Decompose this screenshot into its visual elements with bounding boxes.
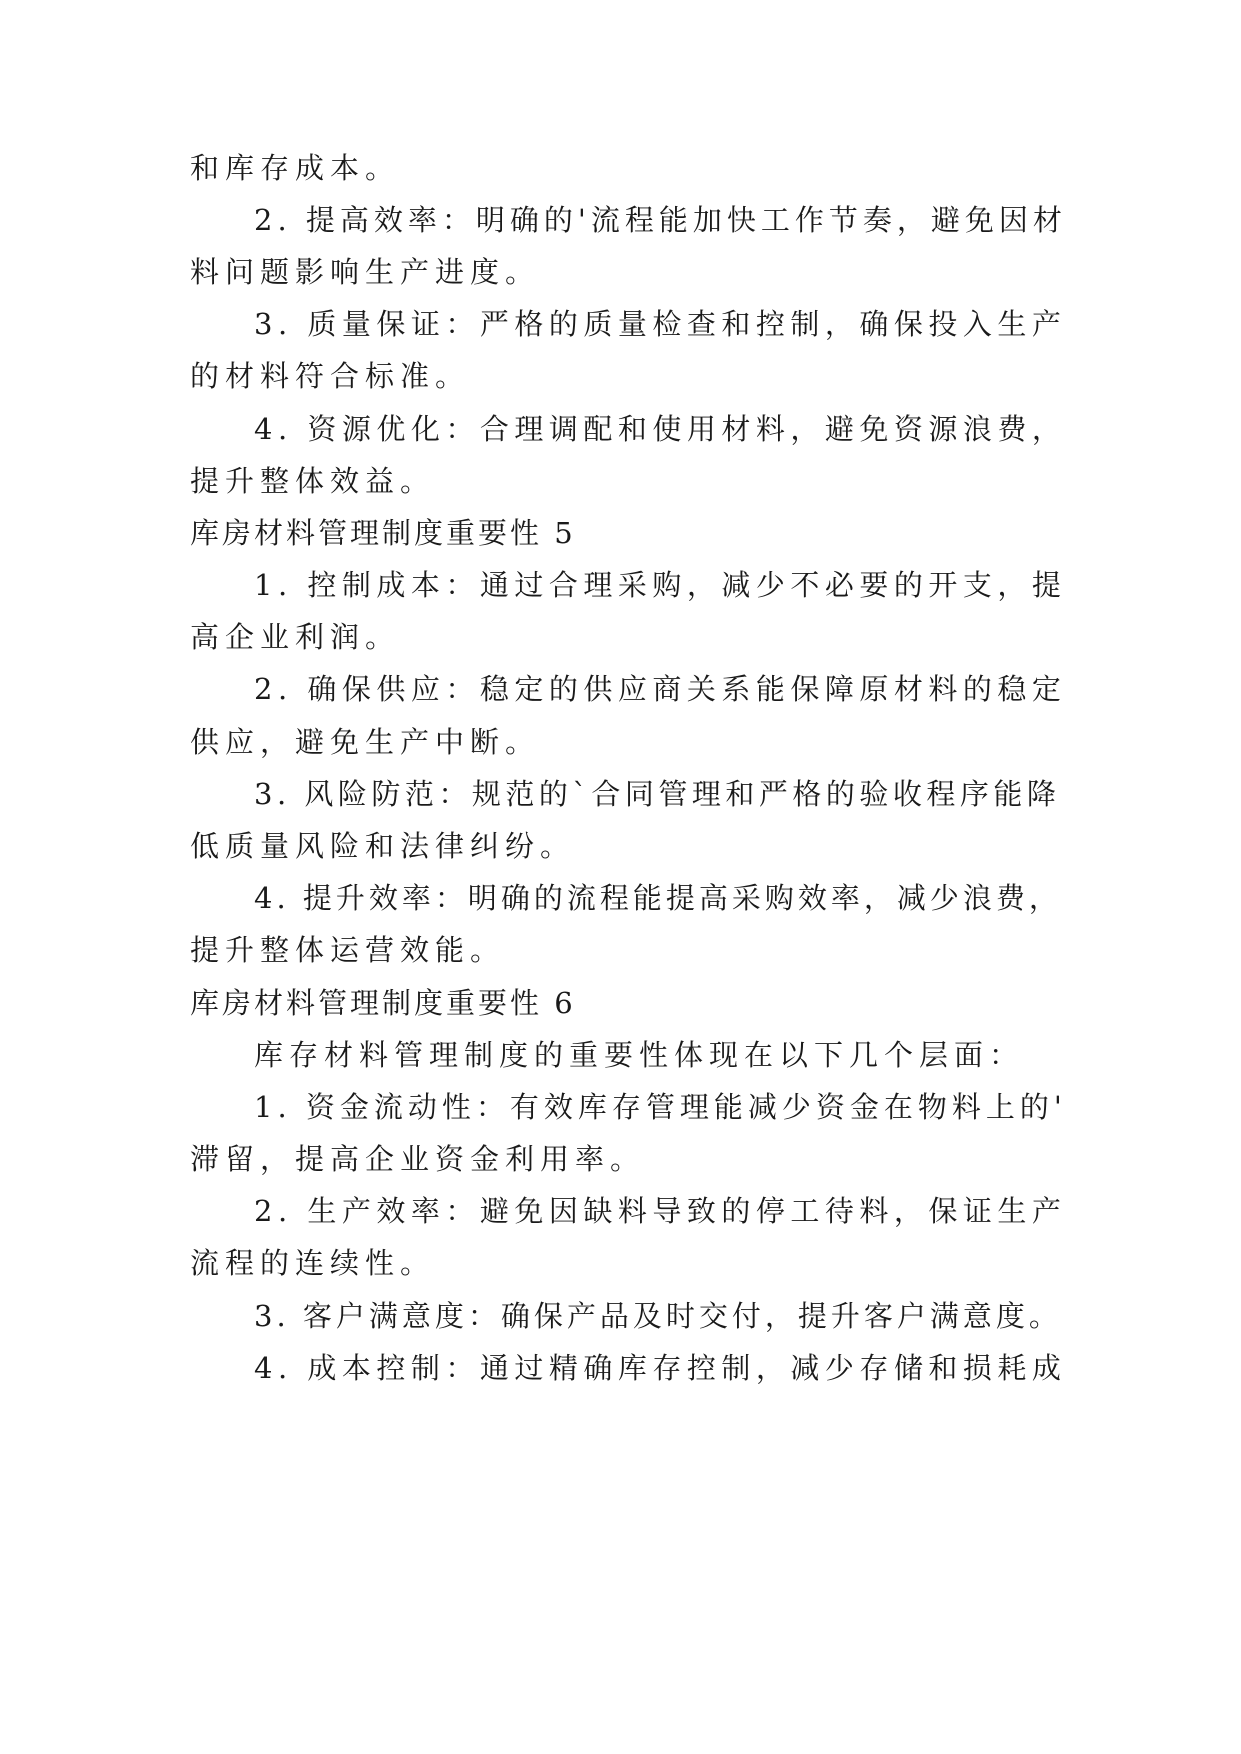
list-item: 2. 生产效率：避免因缺料导致的停工待料，保证生产 bbox=[254, 1194, 1067, 1228]
text-line: 高企业利润。 bbox=[190, 620, 401, 654]
text-line: 滞留，提高企业资金利用率。 bbox=[190, 1142, 646, 1176]
text-line: 料问题影响生产进度。 bbox=[190, 255, 541, 289]
section-heading: 库房材料管理制度重要性 6 bbox=[190, 986, 576, 1020]
text-line: 流程的连续性。 bbox=[190, 1246, 436, 1280]
list-item: 3. 客户满意度：确保产品及时交付，提升客户满意度。 bbox=[254, 1299, 1062, 1333]
list-item: 2. 提高效率：明确的'流程能加快工作节奏，避免因材 bbox=[254, 203, 1067, 237]
list-item: 3. 风险防范：规范的`合同管理和严格的验收程序能降 bbox=[254, 777, 1061, 811]
list-item: 4. 成本控制：通过精确库存控制，减少存储和损耗成 bbox=[254, 1351, 1067, 1385]
list-item: 2. 确保供应：稳定的供应商关系能保障原材料的稳定 bbox=[254, 672, 1067, 706]
list-item: 1. 资金流动性：有效库存管理能减少资金在物料上的' bbox=[254, 1090, 1067, 1124]
text-line: 提升整体效益。 bbox=[190, 464, 436, 498]
text-line: 的材料符合标准。 bbox=[190, 359, 471, 393]
list-item: 4. 提升效率：明确的流程能提高采购效率，减少浪费， bbox=[254, 881, 1062, 915]
list-item: 1. 控制成本：通过合理采购，减少不必要的开支，提 bbox=[254, 568, 1067, 602]
text-line: 供应，避免生产中断。 bbox=[190, 725, 541, 759]
text-line: 提升整体运营效能。 bbox=[190, 933, 506, 967]
list-item: 4. 资源优化：合理调配和使用材料，避免资源浪费， bbox=[254, 412, 1067, 446]
section-heading: 库房材料管理制度重要性 5 bbox=[190, 516, 576, 550]
text-line: 低质量风险和法律纠纷。 bbox=[190, 829, 576, 863]
list-item: 3. 质量保证：严格的质量检查和控制，确保投入生产 bbox=[254, 307, 1067, 341]
paragraph-intro: 库存材料管理制度的重要性体现在以下几个层面： bbox=[254, 1038, 1025, 1072]
text-line: 和库存成本。 bbox=[190, 151, 401, 185]
